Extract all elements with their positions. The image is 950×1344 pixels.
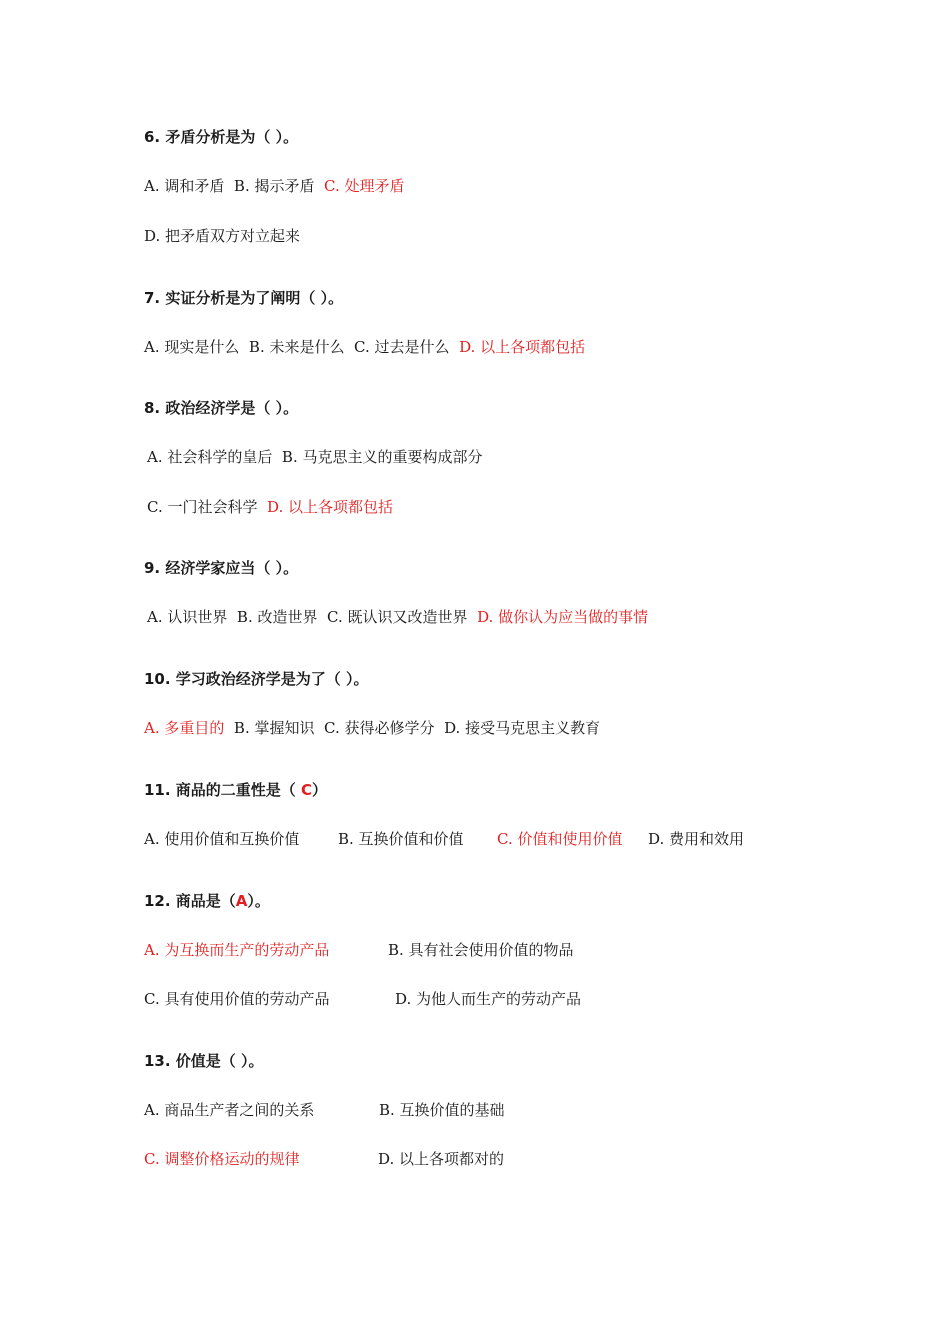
question-6-option-a: A. 调和矛盾 — [144, 177, 225, 195]
question-11-option-c-answer: C. 价值和使用价值 — [497, 830, 623, 848]
question-11-option-a: A. 使用价值和互换价值 — [144, 830, 300, 848]
question-8-option-a: A. 社会科学的皇后 — [147, 448, 273, 466]
question-10-options-row — [144, 718, 600, 738]
question-8-option-d-answer: D. 以上各项都包括 — [267, 498, 394, 516]
question-11-title-close: ） — [312, 781, 328, 799]
question-9-option-b: B. 改造世界 — [236, 608, 318, 626]
question-9-options-row — [147, 607, 648, 627]
question-10-option-a-answer: A. 多重目的 — [144, 719, 225, 737]
question-8-option-c: C. 一门社会科学 — [147, 498, 258, 516]
question-6-option-b: B. 揭示矛盾 — [233, 177, 315, 195]
question-6-options-row-1 — [144, 176, 405, 196]
question-13-title: 13. 价值是（ ）。 — [144, 1052, 264, 1070]
question-12-title — [144, 891, 270, 911]
question-10-title: 10. 学习政治经济学是为了（ ）。 — [144, 670, 369, 688]
question-7-title: 7. 实证分析是为了阐明（ ）。 — [144, 289, 344, 307]
question-11-title — [144, 780, 327, 800]
question-7-option-d-answer: D. 以上各项都包括 — [459, 338, 586, 356]
question-9-option-d-answer: D. 做你认为应当做的事情 — [477, 608, 649, 626]
question-8-title: 8. 政治经济学是（ ）。 — [144, 399, 299, 417]
question-10-option-b: B. 掌握知识 — [233, 719, 315, 737]
question-9-option-a: A. 认识世界 — [147, 608, 228, 626]
question-12-title-close: ）。 — [247, 892, 270, 910]
question-8-options-row-2 — [147, 497, 393, 517]
question-7-option-b: B. 未来是什么 — [248, 338, 345, 356]
question-6-option-d: D. 把矛盾双方对立起来 — [144, 227, 301, 245]
question-12-title-text: 12. 商品是（ — [144, 892, 236, 910]
question-6-options-row-2 — [144, 226, 300, 246]
question-7-options-row — [144, 337, 585, 357]
question-8-option-b: B. 马克思主义的重要构成部分 — [281, 448, 483, 466]
question-7-option-c: C. 过去是什么 — [354, 338, 450, 356]
question-12-option-d: D. 为他人而生产的劳动产品 — [395, 990, 582, 1008]
question-11-answer-letter: C — [301, 781, 313, 799]
question-11-option-b: B. 互换价值和价值 — [338, 830, 464, 848]
question-13-option-a: A. 商品生产者之间的关系 — [144, 1101, 315, 1119]
question-12-option-b: B. 具有社会使用价值的物品 — [388, 941, 574, 959]
question-13-option-c-answer: C. 调整价格运动的规律 — [144, 1150, 300, 1168]
question-7-option-a: A. 现实是什么 — [144, 338, 240, 356]
question-6-option-c-answer: C. 处理矛盾 — [324, 177, 405, 195]
question-11-title-text: 11. 商品的二重性是（ — [144, 781, 302, 799]
question-9-title: 9. 经济学家应当（ ）。 — [144, 559, 299, 577]
question-8-options-row-1 — [147, 447, 482, 467]
question-11-option-d: D. 费用和效用 — [648, 830, 745, 848]
question-6-title: 6. 矛盾分析是为（ ）。 — [144, 128, 299, 146]
question-13-option-b: B. 互换价值的基础 — [379, 1101, 505, 1119]
question-12-option-a-answer: A. 为互换而生产的劳动产品 — [144, 941, 330, 959]
question-12-option-c: C. 具有使用价值的劳动产品 — [144, 990, 330, 1008]
question-12-answer-letter: A — [235, 892, 248, 910]
question-9-option-c: C. 既认识又改造世界 — [327, 608, 468, 626]
question-13-option-d: D. 以上各项都对的 — [378, 1150, 505, 1168]
question-10-option-d: D. 接受马克思主义教育 — [444, 719, 601, 737]
question-10-option-c: C. 获得必修学分 — [324, 719, 435, 737]
